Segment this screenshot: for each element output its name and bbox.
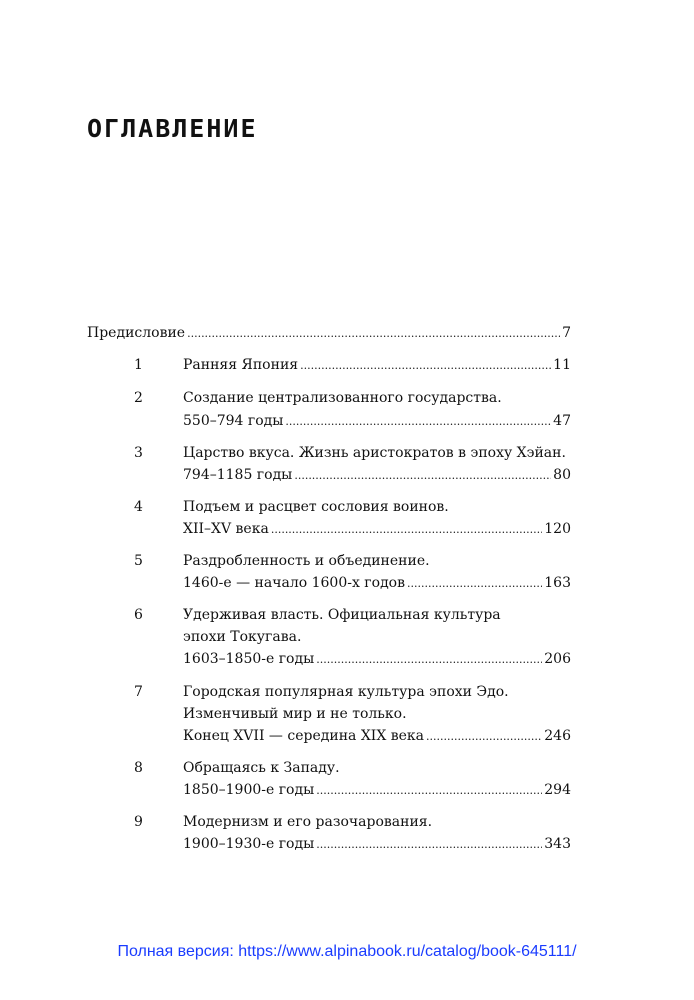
toc-entry-label: Предисловие [87,325,186,341]
toc-entry-label: Модернизм и его разочарования. [183,814,433,830]
chapter-number: 7 [134,684,143,700]
dot-leader [316,778,542,804]
toc-entry-label: 1850–1900-е годы [183,782,315,798]
toc-entry-label: Царство вкуса. Жизнь аристократов в эпоху Хэйан. [183,445,566,461]
dot-leader [426,724,542,750]
toc-page-number: 294 [544,782,571,798]
toc-entry-label: 1603–1850-е годы [183,651,315,667]
page-title: ОГЛАВЛЕНИЕ [87,114,258,143]
toc-page-number: 7 [562,325,571,341]
toc-page-number: 11 [553,357,571,373]
toc-page-number: 80 [553,467,571,483]
toc-entry-label: Обращаясь к Западу. [183,760,340,776]
toc-entry-label: Создание централизованного государства. [183,390,502,406]
dot-leader [316,647,542,673]
toc-entry-label: Подъем и расцвет сословия воинов. [183,499,449,515]
toc-entry-label: Удерживая власть. Официальная культура [183,607,501,623]
toc-entry-label: 794–1185 годы [183,467,293,483]
dot-leader [316,832,542,858]
toc-page-number: 120 [544,521,571,537]
dot-leader [285,409,551,435]
toc-page-number: 47 [553,413,571,429]
toc-entry-preface[interactable] [87,320,571,346]
chapter-number: 5 [134,553,143,569]
toc-entry-label: 550–794 годы [183,413,284,429]
chapter-number: 6 [134,607,143,623]
toc-entry-label: Городская популярная культура эпохи Эдо. [183,684,509,700]
toc-page-number: 343 [544,836,571,852]
toc-entry-label: Изменчивый мир и не только. [183,706,407,722]
toc-entry-label: Ранняя Япония [183,357,299,373]
toc-entry-label: XII–XV века [183,521,269,537]
dot-leader [271,517,542,543]
chapter-number: 4 [134,499,143,515]
toc-page-number: 163 [544,575,571,591]
dot-leader [187,321,560,347]
toc-entry-label: 1460-е — начало 1600-х годов [183,575,405,591]
toc-page-number: 206 [544,651,571,667]
full-version-link[interactable]: Полная версия: https://www.alpinabook.ru/catalog/book-645111/ [117,943,577,960]
chapter-number: 8 [134,760,143,776]
chapter-number: 3 [134,445,143,461]
chapter-number: 9 [134,814,143,830]
chapter-number: 2 [134,390,143,406]
toc-entry-label: Раздробленность и объединение. [183,553,430,569]
dot-leader [407,571,542,597]
toc-entry-label: 1900–1930-е годы [183,836,315,852]
dot-leader [300,353,551,379]
dot-leader [294,463,551,489]
chapter-number: 1 [134,357,143,373]
toc-entry-label: эпохи Токугава. [183,629,302,645]
toc-page-number: 246 [544,728,571,744]
toc-entry-label: Конец XVII — середина XIX века [183,728,425,744]
